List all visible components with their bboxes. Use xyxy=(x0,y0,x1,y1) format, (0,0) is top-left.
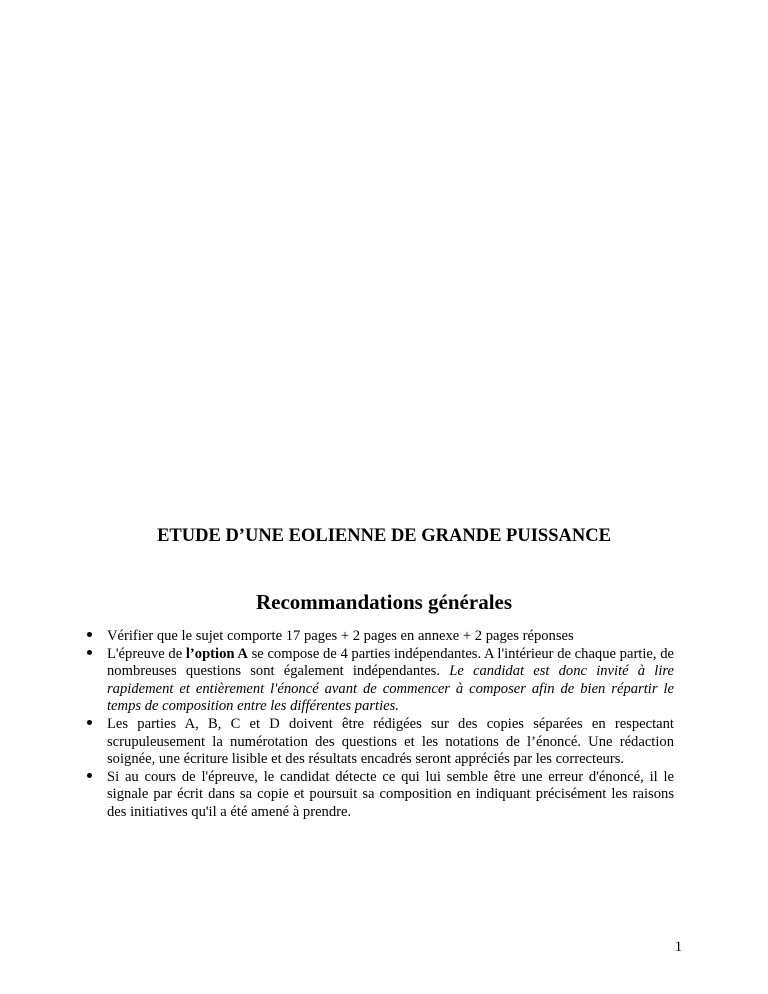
bullet-icon xyxy=(83,646,95,664)
recommendation-text: Les parties A, B, C et D doivent être rédigées sur des copies séparées en respectant scrupuleusement la numérotation des questions et les notations de l’énoncé. Une rédaction soignée, une écriture lisible et des résultats encadrés seront appréciés par les correcteurs. xyxy=(107,715,674,768)
recommendation-italic-note: Le candidat est donc invité à lire rapidement et entièrement l'énoncé avant de commencer à composer afin de bien répartir le temps de composition entre les différentes parties. xyxy=(107,663,674,715)
recommendation-item xyxy=(83,628,674,646)
bullet-icon xyxy=(83,628,95,646)
bullet-icon xyxy=(83,716,95,734)
section-title: Recommandations générales xyxy=(255,590,513,614)
recommendation-text-middle: se compose de 4 parties indépendantes. A l'intérieur de chaque partie, de nombreuses questions sont également indépendantes. xyxy=(107,645,674,680)
recommendation-text: Si au cours de l'épreuve, le candidat détecte ce qui lui semble être une erreur d'énoncé, il le signale par écrit dans sa copie et poursuit sa composition en indiquant précisément les raisons des initiatives qu'il a été amené à prendre. xyxy=(107,768,674,820)
page-number: 1 xyxy=(674,939,682,955)
recommendation-item xyxy=(83,716,674,769)
bullet-icon xyxy=(83,769,95,787)
document-title: ETUDE D’UNE EOLIENNE DE GRANDE PUISSANCE xyxy=(157,526,611,546)
recommendation-text: Vérifier que le sujet comporte 17 pages + 2 pages en annexe + 2 pages réponses xyxy=(107,628,574,644)
recommendation-item xyxy=(83,769,674,822)
recommendations-list xyxy=(83,628,674,822)
recommendation-option-label: l’option A xyxy=(185,645,248,662)
recommendation-text-start: L'épreuve de xyxy=(107,645,186,662)
recommendation-item xyxy=(83,646,674,716)
